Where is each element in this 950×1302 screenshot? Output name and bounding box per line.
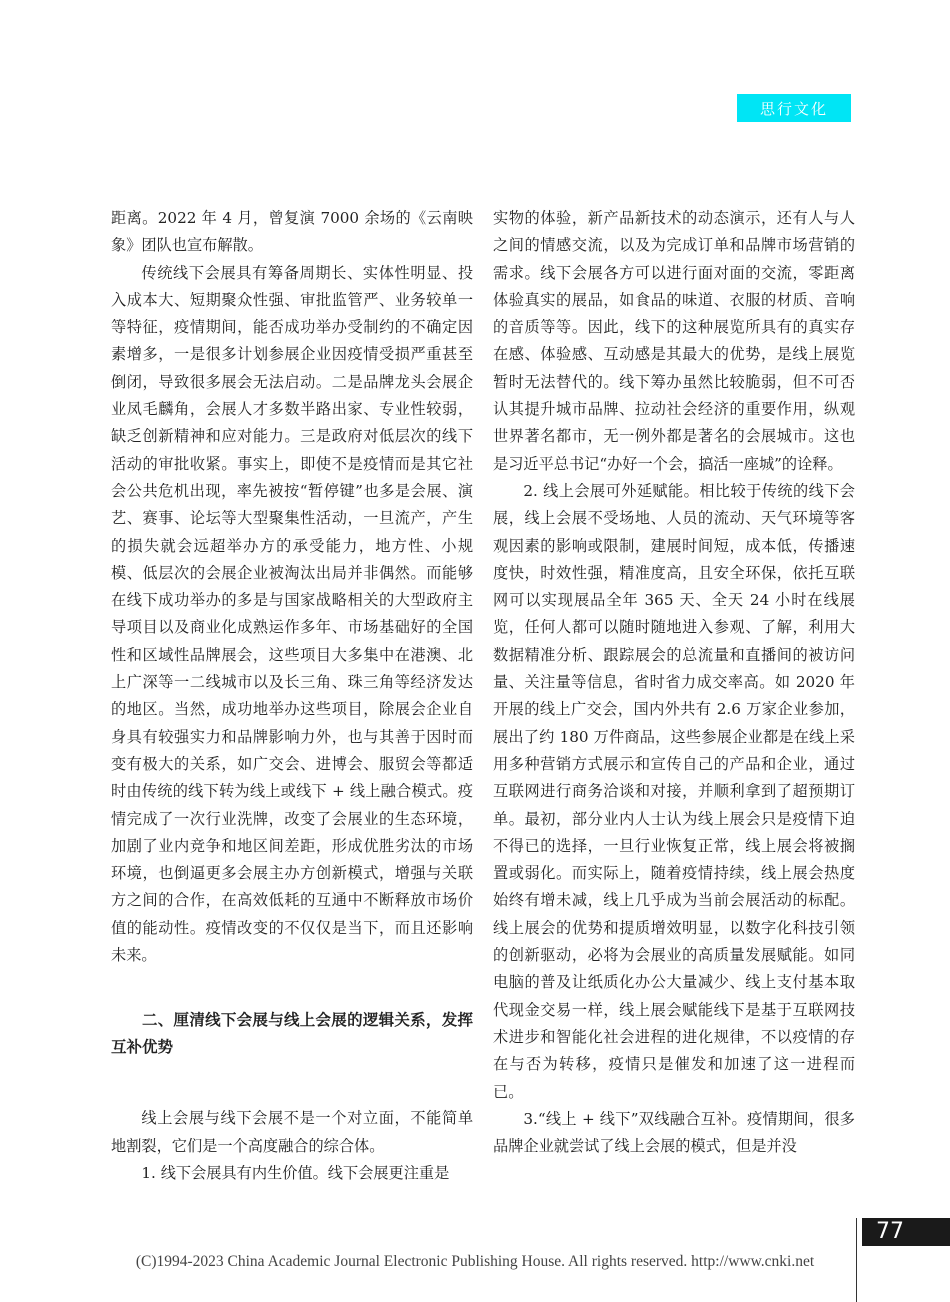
section-heading: 二、厘清线下会展与线上会展的逻辑关系，发挥互补优势 (111, 1011, 473, 1057)
paragraph: 1. 线下会展具有内生价值。线下会展更注重是 (141, 1163, 450, 1182)
copyright-footer: (C)1994-2023 China Academic Journal Electronic Publishing House. All rights reserved. http://www.cnki.net (135, 1253, 815, 1270)
paragraph: 3.“线上 + 线下”双线融合互补。疫情期间，很多品牌企业就尝试了线上会展的模式，但是并没 (493, 1109, 855, 1156)
paragraph: 线上会展与线下会展不是一个对立面，不能简单地割裂，它们是一个高度融合的综合体。 (111, 1109, 473, 1155)
paragraph: 实物的体验，新产品新技术的动态演示，还有人与人之间的情感交流，以及为完成订单和品牌市场营销的需求。线下会展各方可以进行面对面的交流，零距离体验真实的展品，如食品的味道、衣服的材质、音响的音质等等。因此，线下的这种展览所具有的真实存在感、体验感、互动感是其最大的优势，是线上展览暂时无法替代的。线下筹办虽然比较脆弱，但不可否认其提升城市品牌、拉动社会经济的重要作用，纵观世界著名都市，无一例外都是著名的会展城市。这也是习近平总书记“办好一个会，搞活一座城”的诠释。 (493, 209, 855, 473)
right-column (493, 205, 855, 1160)
page-number: 77 (862, 1218, 950, 1246)
paragraph: 距离。2022 年 4 月，曾复演 7000 余场的《云南映象》团队也宣布解散。 (111, 209, 473, 255)
paragraph: 传统线下会展具有筹备周期长、实体性明显、投入成本大、短期聚众性强、审批监管严、业务较单一等特征，疫情期间，能否成功举办受制约的不确定因素增多，一是很多计划参展企业因疫情受损严重甚至倒闭，导致很多展会无法启动。二是品牌龙头会展企业凤毛麟角，会展人才多数半路出家、专业性较弱，缺乏创新精神和应对能力。三是政府对低层次的线下活动的审批收紧。事实上，即使不是疫情而是其它社会公共危机出现，率先被按“暂停键”也多是会展、演艺、赛事、论坛等大型聚集性活动，一旦流产，产生的损失就会远超举办方的承受能力，地方性、小规模、低层次的会展企业被淘汰出局并非偶然。而能够在线下成功举办的多是与国家战略相关的大型政府主导项目以及商业化成熟运作多年、市场基础好的全国性和区域性品牌展会，这些项目大多集中在港澳、北上广深等一二线城市以及长三角、珠三角等经济发达的地区。当然，成功地举办这些项目，除展会企业自身具有较强实力和品牌影响力外，也与其善于因时而变有极大的关系，如广交会、进博会、服贸会等都适时由传统的线下转为线上或线下 + 线上融合模式。疫情完成了一次行业洗牌，改变了会展业的生态环境，加剧了业内竞争和地区间差距，形成优胜劣汰的市场环境，也倒逼更多会展主办方创新模式，增强与关联方之间的合作，在高效低耗的互通中不断释放市场价值的能动性。疫情改变的不仅仅是当下，而且还影响未来。 (111, 263, 473, 965)
left-column (111, 205, 473, 1187)
paragraph: 2. 线上会展可外延赋能。相比较于传统的线下会展，线上会展不受场地、人员的流动、天气环境等客观因素的影响或限制，建展时间短，成本低，传播速度快，时效性强，精准度高，且安全环保，依托互联网可以实现展品全年 365 天、全天 24 小时在线展览，任何人都可以随时随地进入参观、了解，利用大数据精准分析、跟踪展会的总流量和直播间的被访问量、关注量等信息，省时省力成交率高。如 2020 年开展的线上广交会，国内外共有 2.6 万家企业参加，展出了约 180 万件商品，这些参展企业都是在线上采用多种营销方式展示和宣传自己的产品和企业，通过互联网进行商务洽谈和对接，并顺利拿到了超预期订单。最初，部分业内人士认为线上展会只是疫情下迫不得已的选择，一旦行业恢复正常，线上展会将被搁置或弱化。而实际上，随着疫情持续，线上展会热度始终有增未减，线上几乎成为当前会展活动的标配。线上展会的优势和提质增效明显，以数字化科技引领的创新驱动，必将为会展业的高质量发展赋能。如同电脑的普及让纸质化办公大量减少、线上支付基本取代现金交易一样，线上展会赋能线下是基于互联网技术进步和智能化社会进程的进化规律，不以疫情的存在与否为转移，疫情只是催发和加速了这一进程而已。 (493, 481, 855, 1101)
section-tag: 思行文化 (737, 94, 851, 122)
